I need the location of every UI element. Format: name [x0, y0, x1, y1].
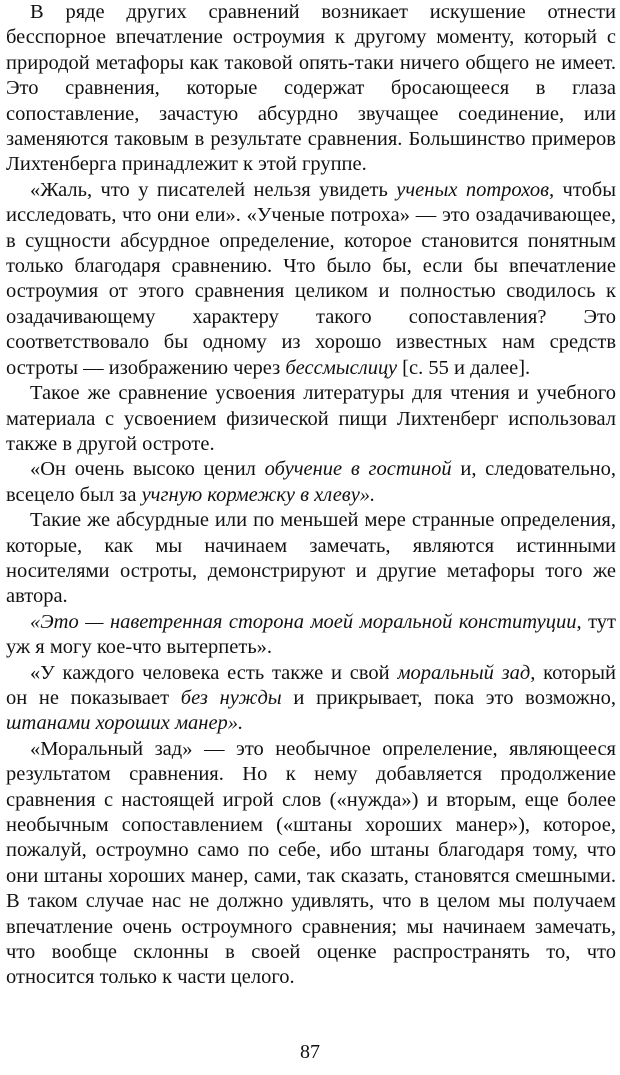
- body-text: [6, 0, 616, 991]
- text-segment: Такие же абсурдные или по меньшей мере странные определения, которые, как мы начинаем замечать, являются истинными носителями остроты, демонстрируют и другие метафоры того же автора.: [6, 509, 616, 608]
- text-segment: «Моральный зад» — это необычное опрелеление, являющееся результатом сравнения. Но к нему добавляется продолжение сравнения с настоящей игрой слов («нужда») и вторым, еще более необычным сопоставлением («штаны хороших манер»), которое, пожалуй, остроумно само по себе, ибо штаны благодаря тому, что они штаны хороших манер, сами, так сказать, становятся смешными. В таком случае нас не должно удивлять, что в целом мы получаем впечатление очень остроумного сравнения; мы начинаем замечать, что вообще склонны в своей оценке распространять то, что относится только к части целого.: [6, 737, 616, 989]
- text-segment: [с. 55 и далее].: [397, 356, 531, 379]
- italic-segment: учгную кормежку в хлеву».: [141, 483, 376, 506]
- paragraph-7: [6, 661, 616, 737]
- text-segment: «У каждого человека есть также и свой: [30, 661, 398, 684]
- text-segment: «Он очень высоко ценил: [30, 458, 265, 481]
- text-segment: и прикрывает, пока это возможно,: [281, 686, 616, 709]
- text-segment: чтобы исследовать, что они ели». «Ученые потроха» — это озадачивающее, в сущности абсурдное определение, которое становится понятным только благодаря сравнению. Что было бы, если бы впечатление остроумия от этого сравнения целиком и полностью сводилось к озадачивающему характеру такого сопоставления? Это соответствовало бы одному из хорошо известных нам средств остроты — изображению через: [6, 178, 617, 379]
- text-segment: В ряде других сравнений возникает искушение отнести бесспорное впечатление остроумия к другому моменту, который с природой метафоры как таковой опять-таки ничего общего не имеет. Это сравнения, которые содержат бросающееся в глаза сопоставление, зачастую абсурдно звучащее соединение, или заменяются таковым в результате сравнения. Большинство примеров Лихтенберга принадлежит к этой группе.: [6, 1, 616, 176]
- paragraph-1: [6, 0, 616, 178]
- paragraph-2: [6, 178, 616, 381]
- italic-segment: штанами хороших манер».: [6, 712, 244, 735]
- text-segment: «Жаль, что у писателей нельзя увидеть: [30, 178, 397, 201]
- italic-segment: «Это — наветренная сторона моей моральной конституции,: [30, 610, 582, 633]
- page-number: 87: [300, 1041, 320, 1063]
- text-segment: и, следовательно, всецело был за: [6, 458, 616, 506]
- text-segment: Такое же сравнение усвоения литературы для чтения и учебного материала с усвоением физической пищи Лихтенберг использовал также в другой остроте.: [6, 382, 616, 455]
- paragraph-8: [6, 737, 616, 991]
- italic-segment: бессмыслицу: [285, 356, 398, 379]
- text-segment: который он не показывает: [6, 661, 616, 709]
- paragraph-3: [6, 381, 616, 457]
- italic-segment: без нужды: [180, 686, 282, 709]
- italic-segment: обучение в гостиной: [264, 458, 452, 481]
- paragraph-4: [6, 457, 616, 508]
- italic-segment: ученых потрохов,: [396, 178, 555, 201]
- paragraph-6: [6, 610, 616, 661]
- paragraph-5: [6, 508, 616, 610]
- text-segment: тут уж я могу кое-что вытерпеть».: [6, 610, 616, 659]
- italic-segment: моральный зад,: [397, 661, 536, 684]
